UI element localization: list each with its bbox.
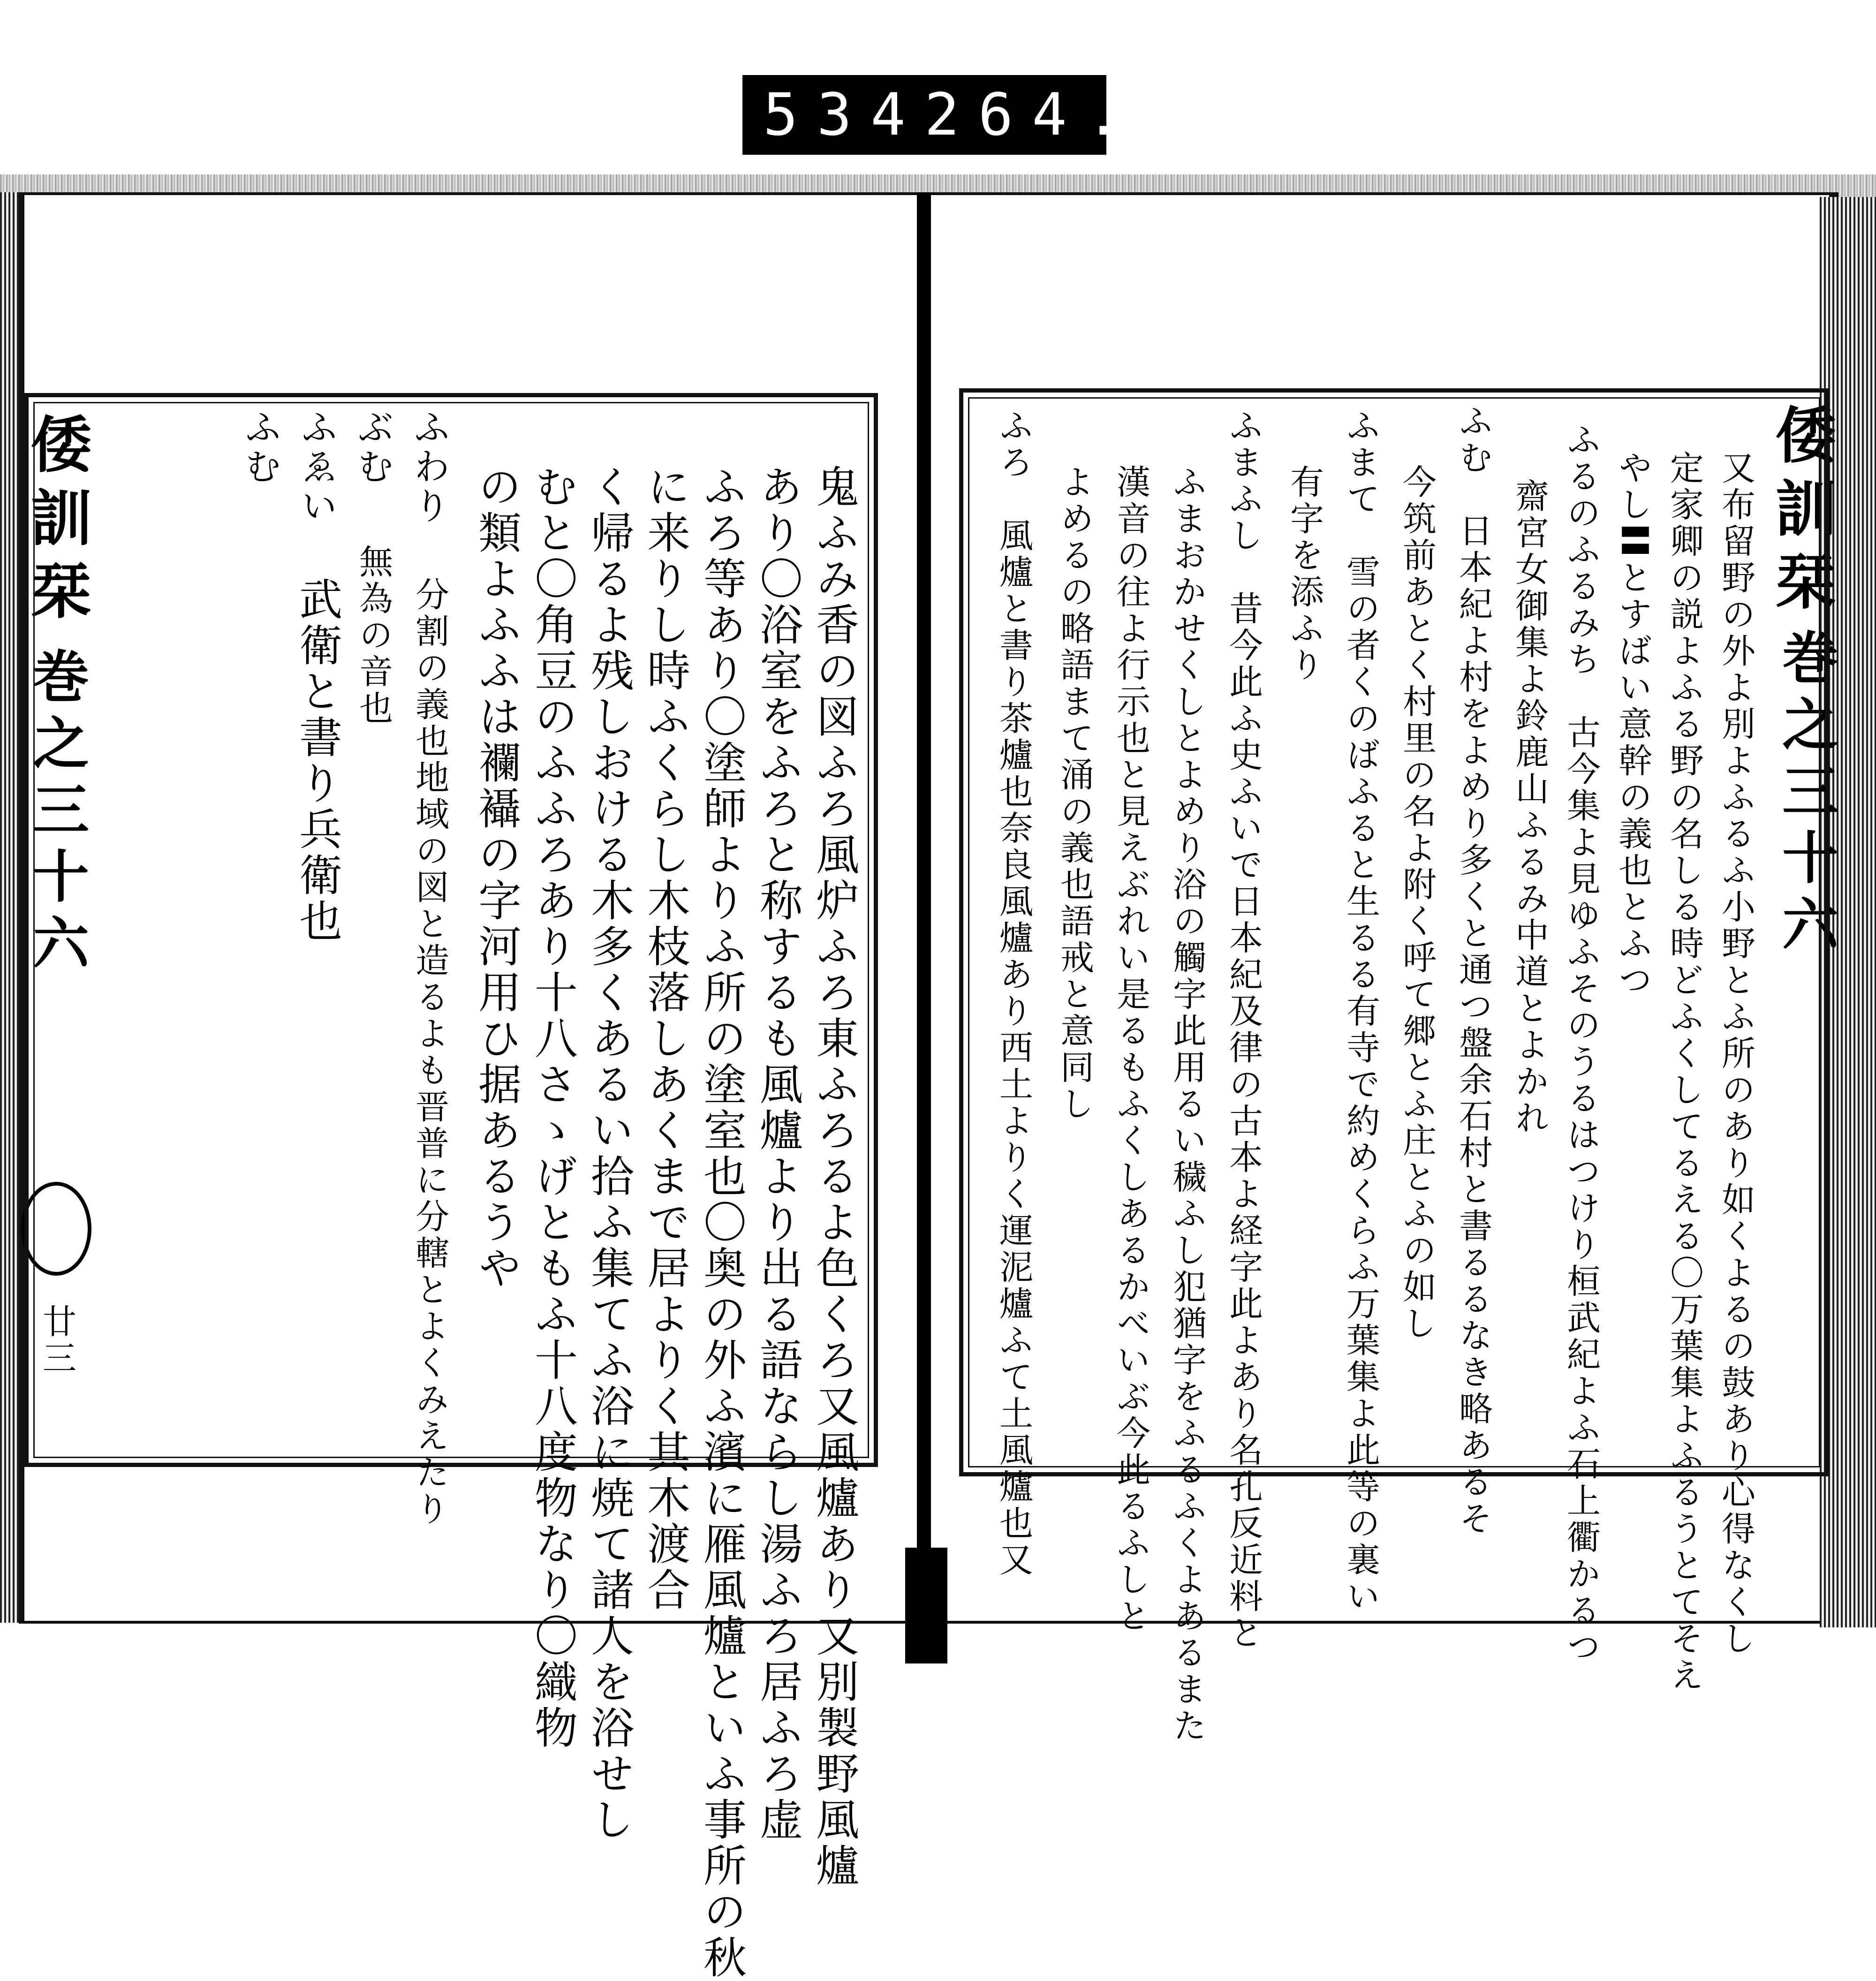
right-column-1: 又布留野の外よ別よふるふ小野とふ所のあり如くよるの鼓あり心得なくし: [1716, 450, 1755, 1657]
left-column-10: 武衛と書り兵衛也: [292, 577, 342, 945]
archive-number-right: 264.: [924, 81, 1140, 149]
left-text-frame: [21, 393, 878, 1467]
left-column-3: ふろ等あり〇塗師よりふ所の塗室也〇奥の外ふ濱に雁風爐といふ事所の秋: [696, 464, 747, 1981]
right-column-12: 漢音の往よ行示也と見えぶれい是るもふくしあるかべいぶ今此るふしと: [1111, 464, 1150, 1635]
right-column-14: ふろ 風爐と書り茶爐也奈良風爐あり西土よりく運泥爐ふて土風爐也又: [994, 408, 1033, 1579]
left-column-5: く帰るよ残しおける木多くあるい拾ふ集てふ浴に焼て諸人を浴せし: [584, 464, 634, 1843]
left-column-9: 無為の音也: [354, 544, 393, 727]
left-column-1: 鬼ふみ香の図ふろ風炉ふろ東ふろるよ色くろ又風爐あり又別製野風爐: [809, 464, 859, 1889]
right-column-2: 定家卿の説よふる野の名しる時どふくしてるえる〇万葉集よふるうとてそえ: [1664, 450, 1704, 1694]
left-column-6: むと〇角豆のふふろあり十八さゝげともふ十八度物なり〇織物: [528, 464, 578, 1751]
left-column-8: 分割の義也地域の図と造るよも晋普に分轄とよくみえたり: [410, 577, 449, 1528]
left-heading-2: ぶむ: [351, 408, 393, 487]
right-margin-title: 倭訓栞: [1765, 403, 1837, 623]
right-column-5: 齋宮女御集よ鈴鹿山ふるみ中道とよかれ: [1510, 478, 1549, 1137]
left-margin-volume: 巻之三十六: [23, 647, 90, 980]
right-column-3: やし〓とすばい意幹の義也とふつ: [1613, 450, 1652, 999]
left-column-7: の類よふふは襴襵の字河用ひ据あるうや: [471, 464, 522, 1292]
left-heading-4: ふむ: [239, 408, 281, 487]
book-gutter: [917, 192, 931, 1663]
left-page-number: 廿三: [37, 1304, 76, 1377]
left-column-4: に来りし時ふくらし木枝落しあくまで居よりく其木渡合: [640, 464, 690, 1613]
right-margin-volume: 巻之三十六: [1773, 628, 1839, 961]
right-column-7: 今筑前あとく村里の名よ附く呼て郷とふ庄とふの如し: [1397, 464, 1437, 1342]
gutter-tab: [905, 1548, 947, 1663]
archive-number-left: 534: [763, 81, 924, 149]
right-column-13: よめるの略語まて涌の義也語戒と意同し: [1055, 464, 1094, 1123]
right-column-9: 有字を添ふり: [1285, 464, 1324, 684]
right-column-8: ふまて 雪の者くのばふると生るる有寺で約めくらふ万葉集よ此等の裏い: [1341, 408, 1380, 1615]
left-heading-3: ふゑい: [295, 408, 337, 526]
left-column-2: あり〇浴室をふろと称するも風爐より出る語ならし湯ふろ居ふろ虚: [753, 464, 803, 1843]
right-column-10: ふまふし 昔今此ふ史ふいで日本紀及律の古本よ経字此よあり名孔反近料と: [1224, 408, 1263, 1652]
right-column-11: ふまおかせくしとよめり浴の觸字此用るい穢ふし犯猶字をふるふくよあるまた: [1167, 464, 1207, 1745]
left-heading-1: ふわり: [408, 408, 450, 526]
right-column-6: ふむ 日本紀よ村をよめり多くと通つ盤余石村と書るるなき略あるそ: [1453, 403, 1493, 1537]
right-column-4: ふるのふるみち 古今集よ見ゆふそのうるはつけり桓武紀よふ石上衢かるつ: [1561, 422, 1601, 1666]
left-margin-title: 倭訓栞: [21, 413, 92, 632]
left-page-edge: [0, 192, 19, 1623]
archive-number-label: [742, 75, 1140, 155]
